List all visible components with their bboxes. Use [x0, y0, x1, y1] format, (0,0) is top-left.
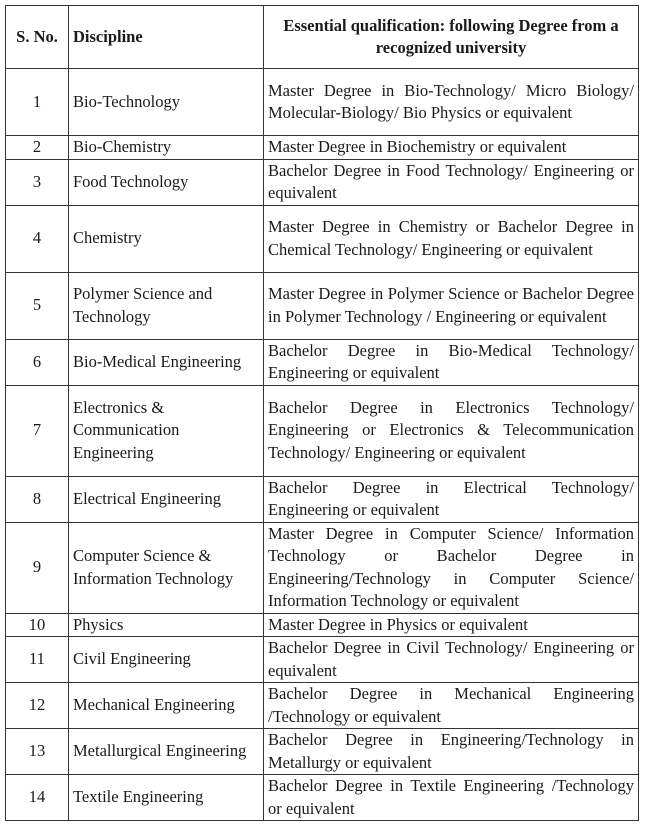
row-discipline: Metallurgical Engineering [69, 729, 264, 775]
row-qualification: Bachelor Degree in Textile Engineering /Technology or equivalent [264, 775, 639, 821]
row-qualification: Bachelor Degree in Civil Technology/ Engineering or equivalent [264, 637, 639, 683]
row-qualification: Bachelor Degree in Engineering/Technology in Metallurgy or equivalent [264, 729, 639, 775]
header-discipline: Discipline [69, 6, 264, 69]
row-sno: 14 [6, 775, 69, 821]
row-discipline: Electronics & Communication Engineering [69, 385, 264, 476]
row-sno: 13 [6, 729, 69, 775]
row-discipline: Physics [69, 613, 264, 637]
row-discipline: Computer Science & Information Technology [69, 522, 264, 613]
row-qualification: Bachelor Degree in Bio-Medical Technology/ Engineering or equivalent [264, 339, 639, 385]
table-row [6, 159, 639, 205]
table-row [6, 637, 639, 683]
row-discipline: Civil Engineering [69, 637, 264, 683]
row-discipline: Food Technology [69, 159, 264, 205]
row-discipline: Mechanical Engineering [69, 683, 264, 729]
row-discipline: Electrical Engineering [69, 476, 264, 522]
table-row [6, 522, 639, 613]
row-sno: 11 [6, 637, 69, 683]
table-row [6, 385, 639, 476]
row-sno: 2 [6, 136, 69, 160]
row-discipline: Bio-Technology [69, 69, 264, 136]
row-qualification: Master Degree in Bio-Technology/ Micro Biology/ Molecular-Biology/ Bio Physics or equivalent [264, 69, 639, 136]
row-sno: 1 [6, 69, 69, 136]
row-sno: 5 [6, 272, 69, 339]
row-qualification: Bachelor Degree in Electrical Technology/ Engineering or equivalent [264, 476, 639, 522]
table-row [6, 613, 639, 637]
row-qualification: Master Degree in Physics or equivalent [264, 613, 639, 637]
row-sno: 8 [6, 476, 69, 522]
row-qualification: Bachelor Degree in Mechanical Engineering /Technology or equivalent [264, 683, 639, 729]
row-sno: 12 [6, 683, 69, 729]
row-qualification: Bachelor Degree in Electronics Technology/ Engineering or Electronics & Telecommunication Technology/ Engineering or equivalent [264, 385, 639, 476]
row-sno: 3 [6, 159, 69, 205]
row-qualification: Master Degree in Chemistry or Bachelor Degree in Chemical Technology/ Engineering or equivalent [264, 205, 639, 272]
row-sno: 10 [6, 613, 69, 637]
table-row [6, 339, 639, 385]
row-qualification: Master Degree in Biochemistry or equivalent [264, 136, 639, 160]
table-row [6, 69, 639, 136]
table-row [6, 729, 639, 775]
table-row [6, 136, 639, 160]
row-discipline: Bio-Chemistry [69, 136, 264, 160]
table-row [6, 683, 639, 729]
row-sno: 7 [6, 385, 69, 476]
header-qualification: Essential qualification: following Degree from a recognized university [264, 6, 639, 69]
row-qualification: Master Degree in Computer Science/ Information Technology or Bachelor Degree in Engineering/Technology in Computer Science/ Information Technology or equivalent [264, 522, 639, 613]
table-row [6, 205, 639, 272]
row-qualification: Master Degree in Polymer Science or Bachelor Degree in Polymer Technology / Engineering or equivalent [264, 272, 639, 339]
table-row [6, 272, 639, 339]
row-discipline: Polymer Science and Technology [69, 272, 264, 339]
row-discipline: Textile Engineering [69, 775, 264, 821]
header-sno: S. No. [6, 6, 69, 69]
table-header-row [6, 6, 639, 69]
row-sno: 9 [6, 522, 69, 613]
row-discipline: Chemistry [69, 205, 264, 272]
table-row [6, 775, 639, 821]
row-sno: 4 [6, 205, 69, 272]
row-sno: 6 [6, 339, 69, 385]
row-qualification: Bachelor Degree in Food Technology/ Engineering or equivalent [264, 159, 639, 205]
qualification-table [5, 5, 639, 821]
table-row [6, 476, 639, 522]
row-discipline: Bio-Medical Engineering [69, 339, 264, 385]
